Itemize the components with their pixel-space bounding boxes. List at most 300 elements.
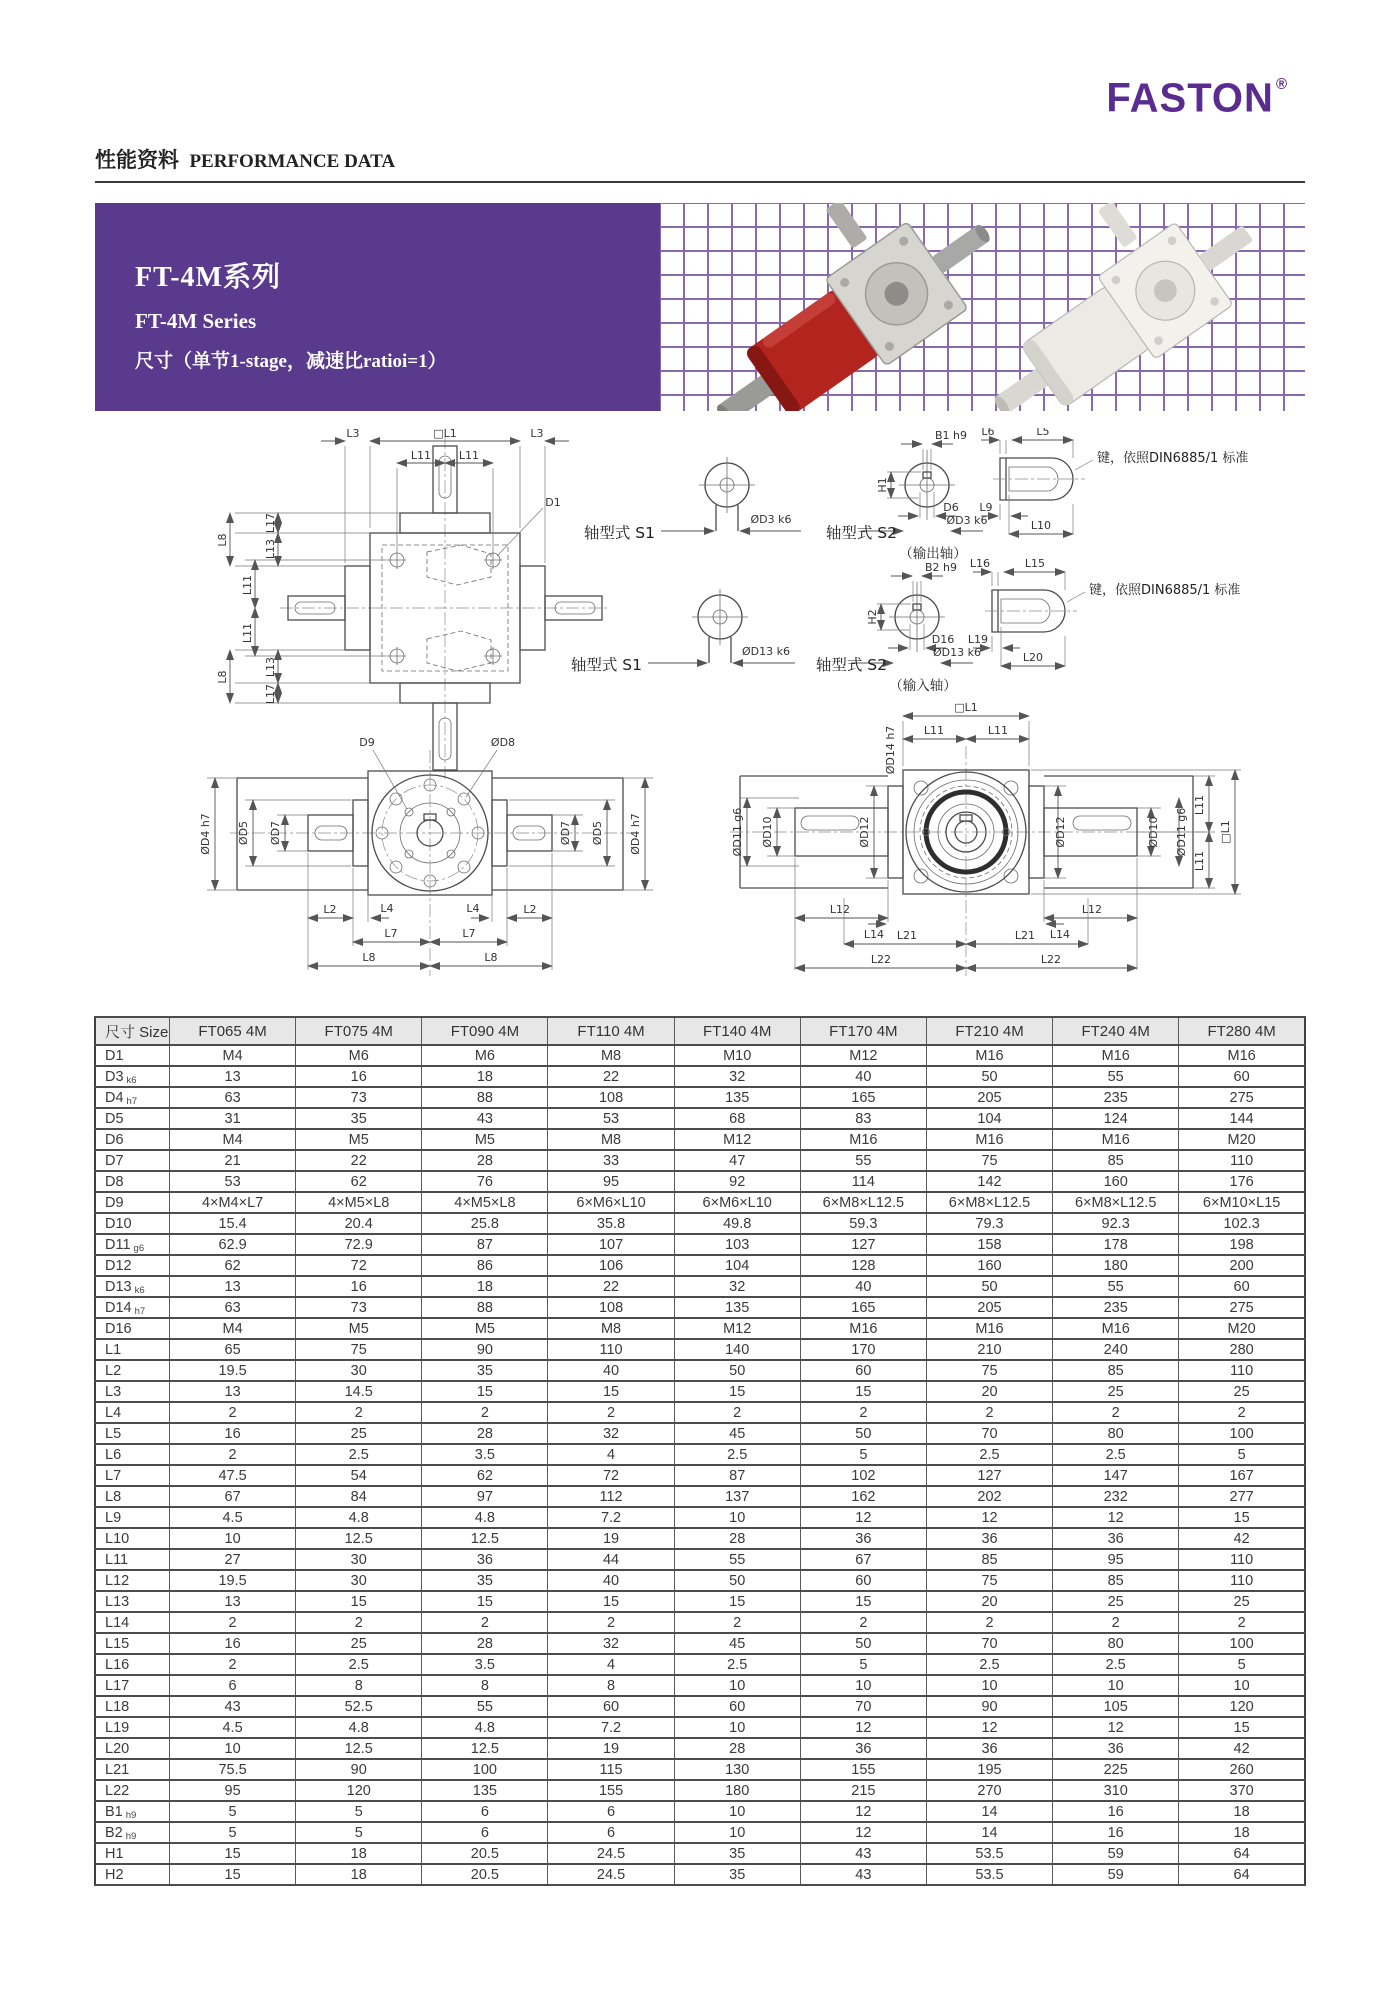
gearbox-photo-white xyxy=(938,203,1277,411)
dim-label: L3 xyxy=(530,428,544,440)
dimension-value-cell: 6×M6×L10 xyxy=(674,1192,800,1213)
dimension-value-cell: 10 xyxy=(1053,1675,1179,1696)
dimension-value-cell: 53 xyxy=(548,1108,674,1129)
product-photo-panel xyxy=(660,203,1305,411)
dim-label: ØD10 xyxy=(761,816,774,848)
row-label: L8 xyxy=(95,1486,170,1507)
dimension-value-cell: 112 xyxy=(548,1486,674,1507)
section-title-zh: 性能资料 xyxy=(95,148,179,172)
dimension-value-cell: 2 xyxy=(1179,1612,1305,1633)
table-row xyxy=(95,1066,1305,1087)
dimension-value-cell: 3.5 xyxy=(422,1654,548,1675)
dimension-value-cell: 270 xyxy=(926,1780,1052,1801)
dimension-value-cell: 110 xyxy=(1179,1150,1305,1171)
dimension-value-cell: 60 xyxy=(548,1696,674,1717)
model-column-header: FT065 4M xyxy=(170,1017,296,1045)
dimension-value-cell: 165 xyxy=(800,1297,926,1318)
dimension-value-cell: 28 xyxy=(674,1738,800,1759)
dimension-value-cell: 22 xyxy=(296,1150,422,1171)
dimension-value-cell: 135 xyxy=(422,1780,548,1801)
dimension-value-cell: 2.5 xyxy=(1053,1444,1179,1465)
dimension-value-cell: 45 xyxy=(674,1633,800,1654)
dim-label: B2 h9 xyxy=(924,561,958,574)
dimension-value-cell: 15 xyxy=(422,1591,548,1612)
dimension-value-cell: 5 xyxy=(1179,1444,1305,1465)
dim-label: L14 xyxy=(1049,928,1071,941)
dimension-value-cell: 10 xyxy=(926,1675,1052,1696)
dimension-value-cell: 75 xyxy=(296,1339,422,1360)
dim-label: ØD14 h7 xyxy=(884,725,897,775)
model-column-header: FT210 4M xyxy=(926,1017,1052,1045)
dim-label: ØD5 xyxy=(591,820,604,846)
dimension-value-cell: M12 xyxy=(674,1129,800,1150)
dimension-value-cell: 2 xyxy=(800,1612,926,1633)
dimension-value-cell: 32 xyxy=(674,1276,800,1297)
table-row xyxy=(95,1234,1305,1255)
dim-label: ØD3 k6 xyxy=(750,513,792,526)
dimension-value-cell: 200 xyxy=(1179,1255,1305,1276)
dimension-value-cell: 225 xyxy=(1053,1759,1179,1780)
dimension-value-cell: 19 xyxy=(548,1528,674,1549)
dimension-value-cell: 62 xyxy=(422,1465,548,1486)
dimension-value-cell: 198 xyxy=(1179,1234,1305,1255)
dim-label: L4 xyxy=(380,902,394,915)
dimension-value-cell: 50 xyxy=(800,1423,926,1444)
dimension-value-cell: 102.3 xyxy=(1179,1213,1305,1234)
dimension-value-cell: 2 xyxy=(800,1402,926,1423)
row-label: L22 xyxy=(95,1780,170,1801)
dim-label: L7 xyxy=(384,927,398,940)
dim-label: L8 xyxy=(216,670,229,684)
dimension-value-cell: 16 xyxy=(170,1423,296,1444)
dimension-value-cell: 36 xyxy=(926,1528,1052,1549)
dimension-value-cell: 25 xyxy=(296,1423,422,1444)
dimension-value-cell: 2 xyxy=(422,1402,548,1423)
dimension-value-cell: 20.5 xyxy=(422,1843,548,1864)
table-row xyxy=(95,1738,1305,1759)
brand-name: FASTON xyxy=(1106,75,1274,121)
dimension-value-cell: 47 xyxy=(674,1150,800,1171)
dimension-value-cell: 15 xyxy=(170,1843,296,1864)
dimension-value-cell: 40 xyxy=(800,1276,926,1297)
dimension-value-cell: M20 xyxy=(1179,1129,1305,1150)
dimension-value-cell: 90 xyxy=(296,1759,422,1780)
dim-label: D9 xyxy=(359,736,375,749)
dimension-value-cell: 205 xyxy=(926,1297,1052,1318)
dim-label: L13 xyxy=(264,538,277,560)
dimension-value-cell: 95 xyxy=(1053,1549,1179,1570)
series-banner xyxy=(95,203,1305,411)
dimension-value-cell: 2 xyxy=(1053,1612,1179,1633)
dimension-value-cell: 49.8 xyxy=(674,1213,800,1234)
dim-label: H2 xyxy=(866,609,879,625)
dim-label: D16 xyxy=(931,633,955,646)
dimension-value-cell: 15 xyxy=(170,1864,296,1885)
dimension-value-cell: 104 xyxy=(674,1255,800,1276)
dimension-value-cell: 4.8 xyxy=(296,1717,422,1738)
dimension-value-cell: 4 xyxy=(548,1444,674,1465)
dimension-value-cell: 4.5 xyxy=(170,1717,296,1738)
dimension-value-cell: 2.5 xyxy=(926,1654,1052,1675)
dimension-value-cell: 2.5 xyxy=(296,1654,422,1675)
dim-label: ØD10 xyxy=(1147,816,1160,848)
dimension-value-cell: 27 xyxy=(170,1549,296,1570)
dimension-value-cell: 85 xyxy=(1053,1150,1179,1171)
dimension-value-cell: 176 xyxy=(1179,1171,1305,1192)
size-column-header: 尺寸 Size xyxy=(95,1017,170,1045)
dimension-value-cell: 165 xyxy=(800,1087,926,1108)
dim-label: L7 xyxy=(462,927,476,940)
dimension-value-cell: 35 xyxy=(422,1360,548,1381)
dimension-value-cell: M5 xyxy=(296,1129,422,1150)
dimension-value-cell: M8 xyxy=(548,1129,674,1150)
table-row xyxy=(95,1717,1305,1738)
dimension-value-cell: 167 xyxy=(1179,1465,1305,1486)
dimension-value-cell: 35 xyxy=(674,1843,800,1864)
dimension-value-cell: 100 xyxy=(1179,1633,1305,1654)
dimension-value-cell: 60 xyxy=(1179,1066,1305,1087)
dimension-value-cell: 202 xyxy=(926,1486,1052,1507)
dimension-value-cell: 275 xyxy=(1179,1087,1305,1108)
table-row xyxy=(95,1570,1305,1591)
row-label: L21 xyxy=(95,1759,170,1780)
dim-label: L21 xyxy=(1014,929,1036,942)
dimension-value-cell: 128 xyxy=(800,1255,926,1276)
dim-label: L14 xyxy=(863,928,885,941)
table-row xyxy=(95,1129,1305,1150)
dimension-value-cell: 18 xyxy=(1179,1822,1305,1843)
table-row xyxy=(95,1780,1305,1801)
dimension-value-cell: 92 xyxy=(674,1171,800,1192)
model-column-header: FT075 4M xyxy=(296,1017,422,1045)
dim-label: L15 xyxy=(1024,557,1046,570)
row-label: D12 xyxy=(95,1255,170,1276)
dimension-value-cell: 36 xyxy=(800,1738,926,1759)
dimension-value-cell: 103 xyxy=(674,1234,800,1255)
dimension-value-cell: 53.5 xyxy=(926,1843,1052,1864)
dimension-value-cell: 13 xyxy=(170,1066,296,1087)
row-label: L2 xyxy=(95,1360,170,1381)
dimension-value-cell: 8 xyxy=(422,1675,548,1696)
dimension-value-cell: 210 xyxy=(926,1339,1052,1360)
dimension-value-cell: 76 xyxy=(422,1171,548,1192)
model-column-header: FT110 4M xyxy=(548,1017,674,1045)
dim-label: L11 xyxy=(987,724,1009,737)
dimension-value-cell: 2 xyxy=(296,1612,422,1633)
dimension-value-cell: 108 xyxy=(548,1087,674,1108)
dim-label: L13 xyxy=(264,656,277,678)
row-label: D4 h7 xyxy=(95,1087,170,1108)
dimension-value-cell: 4×M4×L7 xyxy=(170,1192,296,1213)
dimension-value-cell: 10 xyxy=(674,1717,800,1738)
dimension-value-cell: 260 xyxy=(1179,1759,1305,1780)
dimension-value-cell: 92.3 xyxy=(1053,1213,1179,1234)
dimension-value-cell: 60 xyxy=(1179,1276,1305,1297)
table-row xyxy=(95,1297,1305,1318)
dimension-value-cell: 2 xyxy=(548,1612,674,1633)
dimension-value-cell: M8 xyxy=(548,1045,674,1066)
dimension-value-cell: 19.5 xyxy=(170,1360,296,1381)
dim-label: L8 xyxy=(484,951,498,964)
dimension-value-cell: M12 xyxy=(800,1045,926,1066)
dimension-value-cell: 97 xyxy=(422,1486,548,1507)
row-label: L9 xyxy=(95,1507,170,1528)
dimension-value-cell: 12 xyxy=(926,1717,1052,1738)
dimension-value-cell: M16 xyxy=(926,1318,1052,1339)
dimension-value-cell: M4 xyxy=(170,1318,296,1339)
section-title-en: PERFORMANCE DATA xyxy=(189,151,396,172)
dimension-value-cell: 20.5 xyxy=(422,1864,548,1885)
dimension-value-cell: 40 xyxy=(800,1066,926,1087)
row-label: L13 xyxy=(95,1591,170,1612)
dimension-value-cell: 2.5 xyxy=(296,1444,422,1465)
key-standard-note: 键，依照DIN6885/1 标准 xyxy=(1089,583,1241,598)
dimension-value-cell: 30 xyxy=(296,1570,422,1591)
dim-label: ØD13 k6 xyxy=(933,646,981,659)
dim-label: L5 xyxy=(1036,428,1050,438)
dimension-value-cell: 87 xyxy=(422,1234,548,1255)
dimension-value-cell: 235 xyxy=(1053,1087,1179,1108)
dimension-value-cell: 62 xyxy=(170,1255,296,1276)
dimension-value-cell: 130 xyxy=(674,1759,800,1780)
dimension-value-cell: M16 xyxy=(1053,1129,1179,1150)
dimension-value-cell: 35.8 xyxy=(548,1213,674,1234)
shaft-s2-output-drawing xyxy=(826,429,988,562)
dimension-value-cell: 52.5 xyxy=(296,1696,422,1717)
table-row xyxy=(95,1339,1305,1360)
dimension-value-cell: 67 xyxy=(170,1486,296,1507)
dimension-value-cell: 85 xyxy=(1053,1360,1179,1381)
dimension-value-cell: 5 xyxy=(170,1801,296,1822)
dimension-value-cell: 155 xyxy=(800,1759,926,1780)
table-row xyxy=(95,1444,1305,1465)
row-label: D3 k6 xyxy=(95,1066,170,1087)
table-row xyxy=(95,1843,1305,1864)
dimension-value-cell: 64 xyxy=(1179,1864,1305,1885)
dimension-value-cell: 6×M8×L12.5 xyxy=(926,1192,1052,1213)
dimension-value-cell: 108 xyxy=(548,1297,674,1318)
model-column-header: FT240 4M xyxy=(1053,1017,1179,1045)
dimension-value-cell: 178 xyxy=(1053,1234,1179,1255)
dimension-value-cell: M16 xyxy=(800,1318,926,1339)
dimension-value-cell: 18 xyxy=(422,1276,548,1297)
dim-label: L4 xyxy=(466,902,480,915)
dimension-value-cell: 59.3 xyxy=(800,1213,926,1234)
dimension-value-cell: 36 xyxy=(800,1528,926,1549)
dimension-value-cell: 127 xyxy=(926,1465,1052,1486)
dimension-value-cell: 8 xyxy=(548,1675,674,1696)
dim-label: L11 xyxy=(410,449,432,462)
table-row xyxy=(95,1486,1305,1507)
dimension-value-cell: 5 xyxy=(296,1801,422,1822)
row-label: H1 xyxy=(95,1843,170,1864)
dim-label: L11 xyxy=(241,622,254,644)
dimension-value-cell: 310 xyxy=(1053,1780,1179,1801)
dimension-value-cell: 215 xyxy=(800,1780,926,1801)
dimension-value-cell: M8 xyxy=(548,1318,674,1339)
dimension-value-cell: 370 xyxy=(1179,1780,1305,1801)
dimension-value-cell: 80 xyxy=(1053,1423,1179,1444)
dimension-value-cell: 50 xyxy=(674,1570,800,1591)
dimension-value-cell: 137 xyxy=(674,1486,800,1507)
dim-label: L16 xyxy=(969,557,991,570)
dimension-value-cell: 14 xyxy=(926,1822,1052,1843)
model-column-header: FT280 4M xyxy=(1179,1017,1305,1045)
dim-label: L11 xyxy=(1193,850,1206,872)
dimension-value-cell: 22 xyxy=(548,1066,674,1087)
dimension-value-cell: 72 xyxy=(548,1465,674,1486)
dimension-value-cell: 55 xyxy=(1053,1066,1179,1087)
table-row xyxy=(95,1381,1305,1402)
dimension-value-cell: 10 xyxy=(1179,1675,1305,1696)
dim-label: ØD11 g6 xyxy=(731,807,744,857)
row-label: D16 xyxy=(95,1318,170,1339)
dimension-value-cell: 15 xyxy=(422,1381,548,1402)
banner-text-block xyxy=(95,203,660,411)
tolerance-suffix: k6 xyxy=(134,1284,145,1296)
dimension-value-cell: 84 xyxy=(296,1486,422,1507)
row-label: D7 xyxy=(95,1150,170,1171)
dimension-value-cell: 18 xyxy=(1179,1801,1305,1822)
gearbox-photos xyxy=(660,203,1305,411)
row-label: D8 xyxy=(95,1171,170,1192)
dimension-value-cell: 36 xyxy=(926,1738,1052,1759)
table-row xyxy=(95,1171,1305,1192)
row-label: H2 xyxy=(95,1864,170,1885)
dimension-value-cell: 25 xyxy=(1053,1591,1179,1612)
row-label: L15 xyxy=(95,1633,170,1654)
input-shaft-label: （输入轴） xyxy=(889,678,957,694)
gearbox-photo-red xyxy=(660,203,1017,411)
dimension-value-cell: 16 xyxy=(296,1276,422,1297)
dimension-value-cell: 85 xyxy=(926,1549,1052,1570)
dimension-value-cell: 110 xyxy=(548,1339,674,1360)
dimension-value-cell: 36 xyxy=(422,1549,548,1570)
dimension-value-cell: M16 xyxy=(926,1045,1052,1066)
dimension-value-cell: 88 xyxy=(422,1087,548,1108)
dimension-value-cell: 4.5 xyxy=(170,1507,296,1528)
dimension-value-cell: 75.5 xyxy=(170,1759,296,1780)
table-row xyxy=(95,1801,1305,1822)
shaft-s1-input-drawing xyxy=(571,589,795,674)
row-label: D1 xyxy=(95,1045,170,1066)
dimension-value-cell: 16 xyxy=(296,1066,422,1087)
dimension-value-cell: M5 xyxy=(422,1318,548,1339)
dimension-value-cell: 10 xyxy=(800,1675,926,1696)
dimension-value-cell: 43 xyxy=(170,1696,296,1717)
tolerance-suffix: h9 xyxy=(125,1809,137,1821)
row-label: L17 xyxy=(95,1675,170,1696)
dim-label: ØD7 xyxy=(559,820,572,846)
dimension-value-cell: 144 xyxy=(1179,1108,1305,1129)
series-title-en: FT-4M Series xyxy=(135,309,257,333)
dimension-value-cell: 32 xyxy=(548,1633,674,1654)
row-label: B2 h9 xyxy=(95,1822,170,1843)
dim-label: L21 xyxy=(896,929,918,942)
dimension-value-cell: 21 xyxy=(170,1150,296,1171)
dimension-value-cell: 2 xyxy=(1053,1402,1179,1423)
dim-label: L19 xyxy=(967,633,989,646)
dimension-value-cell: 30 xyxy=(296,1360,422,1381)
dimension-value-cell: 63 xyxy=(170,1297,296,1318)
dimension-value-cell: 120 xyxy=(296,1780,422,1801)
dim-label: ØD13 k6 xyxy=(742,645,790,658)
dimension-value-cell: 232 xyxy=(1053,1486,1179,1507)
dimension-value-cell: 120 xyxy=(1179,1696,1305,1717)
dimension-value-cell: 15 xyxy=(800,1591,926,1612)
dim-label: B1 h9 xyxy=(934,429,968,442)
row-label: L5 xyxy=(95,1423,170,1444)
dimension-value-cell: M6 xyxy=(422,1045,548,1066)
dimension-value-cell: 5 xyxy=(170,1822,296,1843)
dimension-value-cell: 72.9 xyxy=(296,1234,422,1255)
dimension-value-cell: 127 xyxy=(800,1234,926,1255)
dimension-value-cell: 110 xyxy=(1179,1570,1305,1591)
dimension-value-cell: 53.5 xyxy=(926,1864,1052,1885)
dimension-value-cell: 90 xyxy=(422,1339,548,1360)
dimension-value-cell: 19.5 xyxy=(170,1570,296,1591)
dimension-value-cell: 83 xyxy=(800,1108,926,1129)
top-view-drawing xyxy=(216,428,610,780)
dim-label: L11 xyxy=(1193,794,1206,816)
dimension-value-cell: 10 xyxy=(674,1675,800,1696)
dimension-value-cell: 2 xyxy=(170,1444,296,1465)
dimension-value-cell: M16 xyxy=(1053,1318,1179,1339)
dimension-value-cell: 13 xyxy=(170,1381,296,1402)
dimension-value-cell: 10 xyxy=(674,1801,800,1822)
dimension-value-cell: 16 xyxy=(1053,1822,1179,1843)
dimension-value-cell: 2 xyxy=(170,1612,296,1633)
tolerance-suffix: h7 xyxy=(126,1095,138,1107)
dimension-value-cell: 7.2 xyxy=(548,1717,674,1738)
dimension-value-cell: 95 xyxy=(170,1780,296,1801)
dimension-value-cell: 59 xyxy=(1053,1843,1179,1864)
section-heading xyxy=(95,144,1305,174)
dimension-value-cell: M6 xyxy=(296,1045,422,1066)
dimension-value-cell: 40 xyxy=(548,1360,674,1381)
row-label: D11 g6 xyxy=(95,1234,170,1255)
dim-label: ØD3 k6 xyxy=(946,514,988,527)
dimension-value-cell: 4.8 xyxy=(296,1507,422,1528)
dimension-value-cell: 2.5 xyxy=(674,1654,800,1675)
shaft-type-s1-label: 轴型式 S1 xyxy=(570,656,642,674)
dimension-value-cell: 135 xyxy=(674,1087,800,1108)
dimension-value-cell: 110 xyxy=(1179,1549,1305,1570)
dimension-value-cell: 2.5 xyxy=(674,1444,800,1465)
dimension-value-cell: 31 xyxy=(170,1108,296,1129)
dim-label: L22 xyxy=(1040,953,1062,966)
dimension-value-cell: 12 xyxy=(800,1822,926,1843)
table-row xyxy=(95,1108,1305,1129)
dimension-value-cell: 18 xyxy=(296,1843,422,1864)
dimension-value-cell: 2.5 xyxy=(926,1444,1052,1465)
table-row xyxy=(95,1045,1305,1066)
dimension-value-cell: 72 xyxy=(296,1255,422,1276)
dimension-value-cell: 25 xyxy=(1053,1381,1179,1402)
dimension-value-cell: 68 xyxy=(674,1108,800,1129)
dimension-value-cell: 63 xyxy=(170,1087,296,1108)
row-label: L12 xyxy=(95,1570,170,1591)
dimension-value-cell: 55 xyxy=(1053,1276,1179,1297)
dimension-value-cell: 42 xyxy=(1179,1528,1305,1549)
dimension-value-cell: M16 xyxy=(1179,1045,1305,1066)
dimension-value-cell: 36 xyxy=(1053,1528,1179,1549)
dimension-value-cell: 195 xyxy=(926,1759,1052,1780)
dimension-value-cell: 142 xyxy=(926,1171,1052,1192)
dimension-value-cell: 15 xyxy=(1179,1507,1305,1528)
dimension-value-cell: 2 xyxy=(926,1402,1052,1423)
series-subtitle: 尺寸（单节1-stage，减速比ratioi=1） xyxy=(135,351,447,372)
